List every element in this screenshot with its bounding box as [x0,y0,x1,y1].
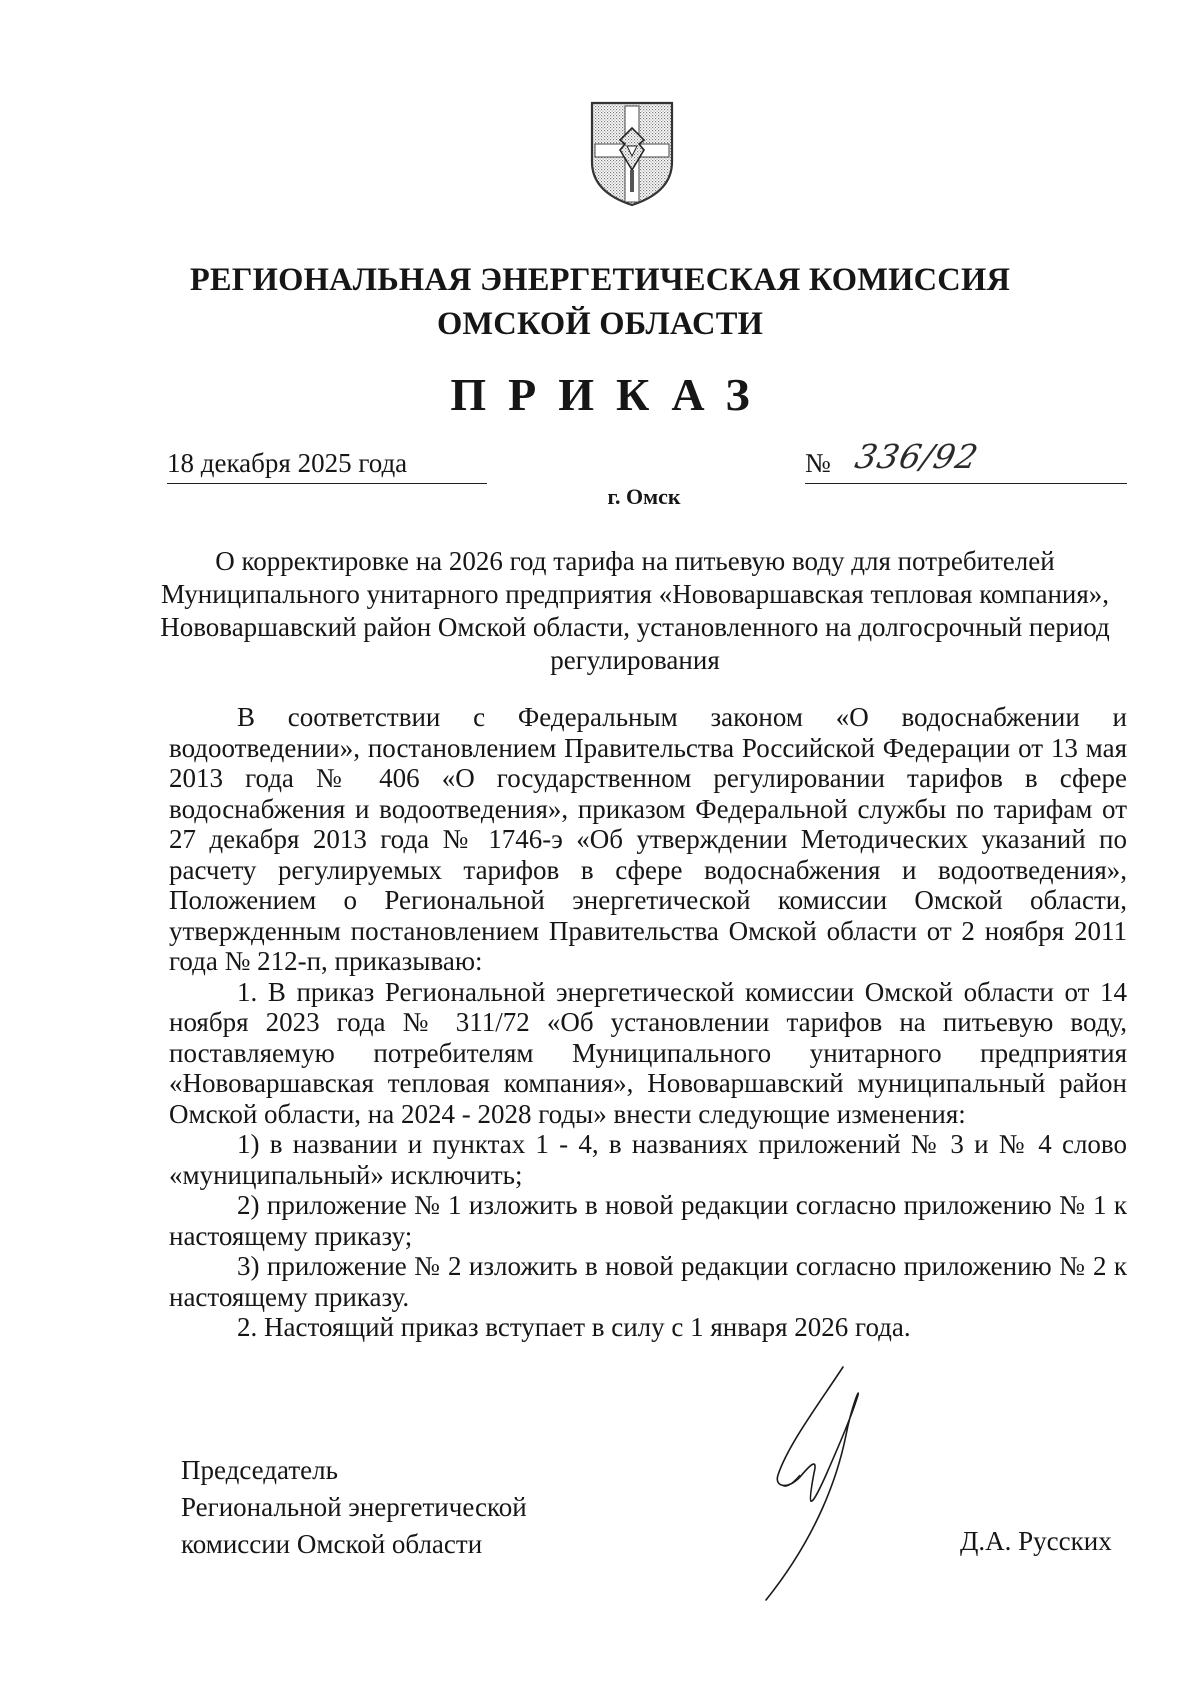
order-number-handwritten: 336/92 [851,437,983,476]
subitem-1-paragraph: 1) в названии и пунктах 1 - 4, в названиях приложений № 3 и № 4 слово «муниципальный» исключить; [169,1129,1127,1190]
org-title-line2: ОМСКОЙ ОБЛАСТИ [436,306,764,342]
signatory-name: Д.А. Русских [960,1526,1112,1556]
item-2-paragraph: 2. Настоящий приказ вступает в силу с 1 января 2026 года. [237,1312,911,1342]
handwritten-signature-icon [748,1365,918,1605]
city: г. Омск [607,484,681,509]
signatory-position [181,1452,527,1563]
item-1-paragraph: 1. В приказ Региональной энергетической комиссии Омской области от 14 ноября 2023 года № 311/72 «Об установлении тарифов на питьевую воду, поставляемую потребителям Муниципального унитарного предприятия «Нововаршавская тепловая компания», Нововаршавский муниципальный район Омской области, на 2024 - 2028 годы» внести следующие изменения: [169,976,1127,1129]
coat-of-arms-icon [589,100,675,208]
position-line-2: Региональной энергетической [181,1492,527,1522]
order-body [169,702,1127,1343]
position-line-1: Председатель [181,1455,338,1485]
order-subject: О корректировке на 2026 год тарифа на питьевую воду для потребителей Муниципального унитарного предприятия «Нововаршавская тепловая компания», Нововаршавский район Омской области, установленного на долгосрочный период регулирования [160,546,1110,675]
subitem-3-paragraph: 3) приложение № 2 изложить в новой редакции согласно приложению № 2 к настоящему приказу. [169,1251,1127,1312]
doc-type-title: ПРИКАЗ [450,369,772,420]
subitem-2-paragraph: 2) приложение № 1 изложить в новой редакции согласно приложению № 1 к настоящему приказу; [169,1190,1127,1251]
preamble-paragraph: В соответствии с Федеральным законом «О водоснабжении и водоотведении», постановлением Правительства Российской Федерации от 13 мая 2013 года № 406 «О государственном регулировании тарифов в сфере водоснабжения и водоотведения», приказом Федеральной службы по тарифам от 27 декабря 2013 года № 1746-э «Об утверждении Методических указаний по расчету регулируемых тарифов в сфере водоснабжения и водоотведения», Положением о Региональной энергетической комиссии Омской области, утвержденным постановлением Правительства Омской области от 2 ноября 2011 года № 212-п, приказываю: [169,702,1127,976]
org-title-line1: РЕГИОНАЛЬНАЯ ЭНЕРГЕТИЧЕСКАЯ КОМИССИЯ [189,262,1011,298]
position-line-3: комиссии Омской области [181,1529,483,1559]
order-date: 18 декабря 2025 года [167,448,408,478]
order-number-label: № [805,448,831,478]
